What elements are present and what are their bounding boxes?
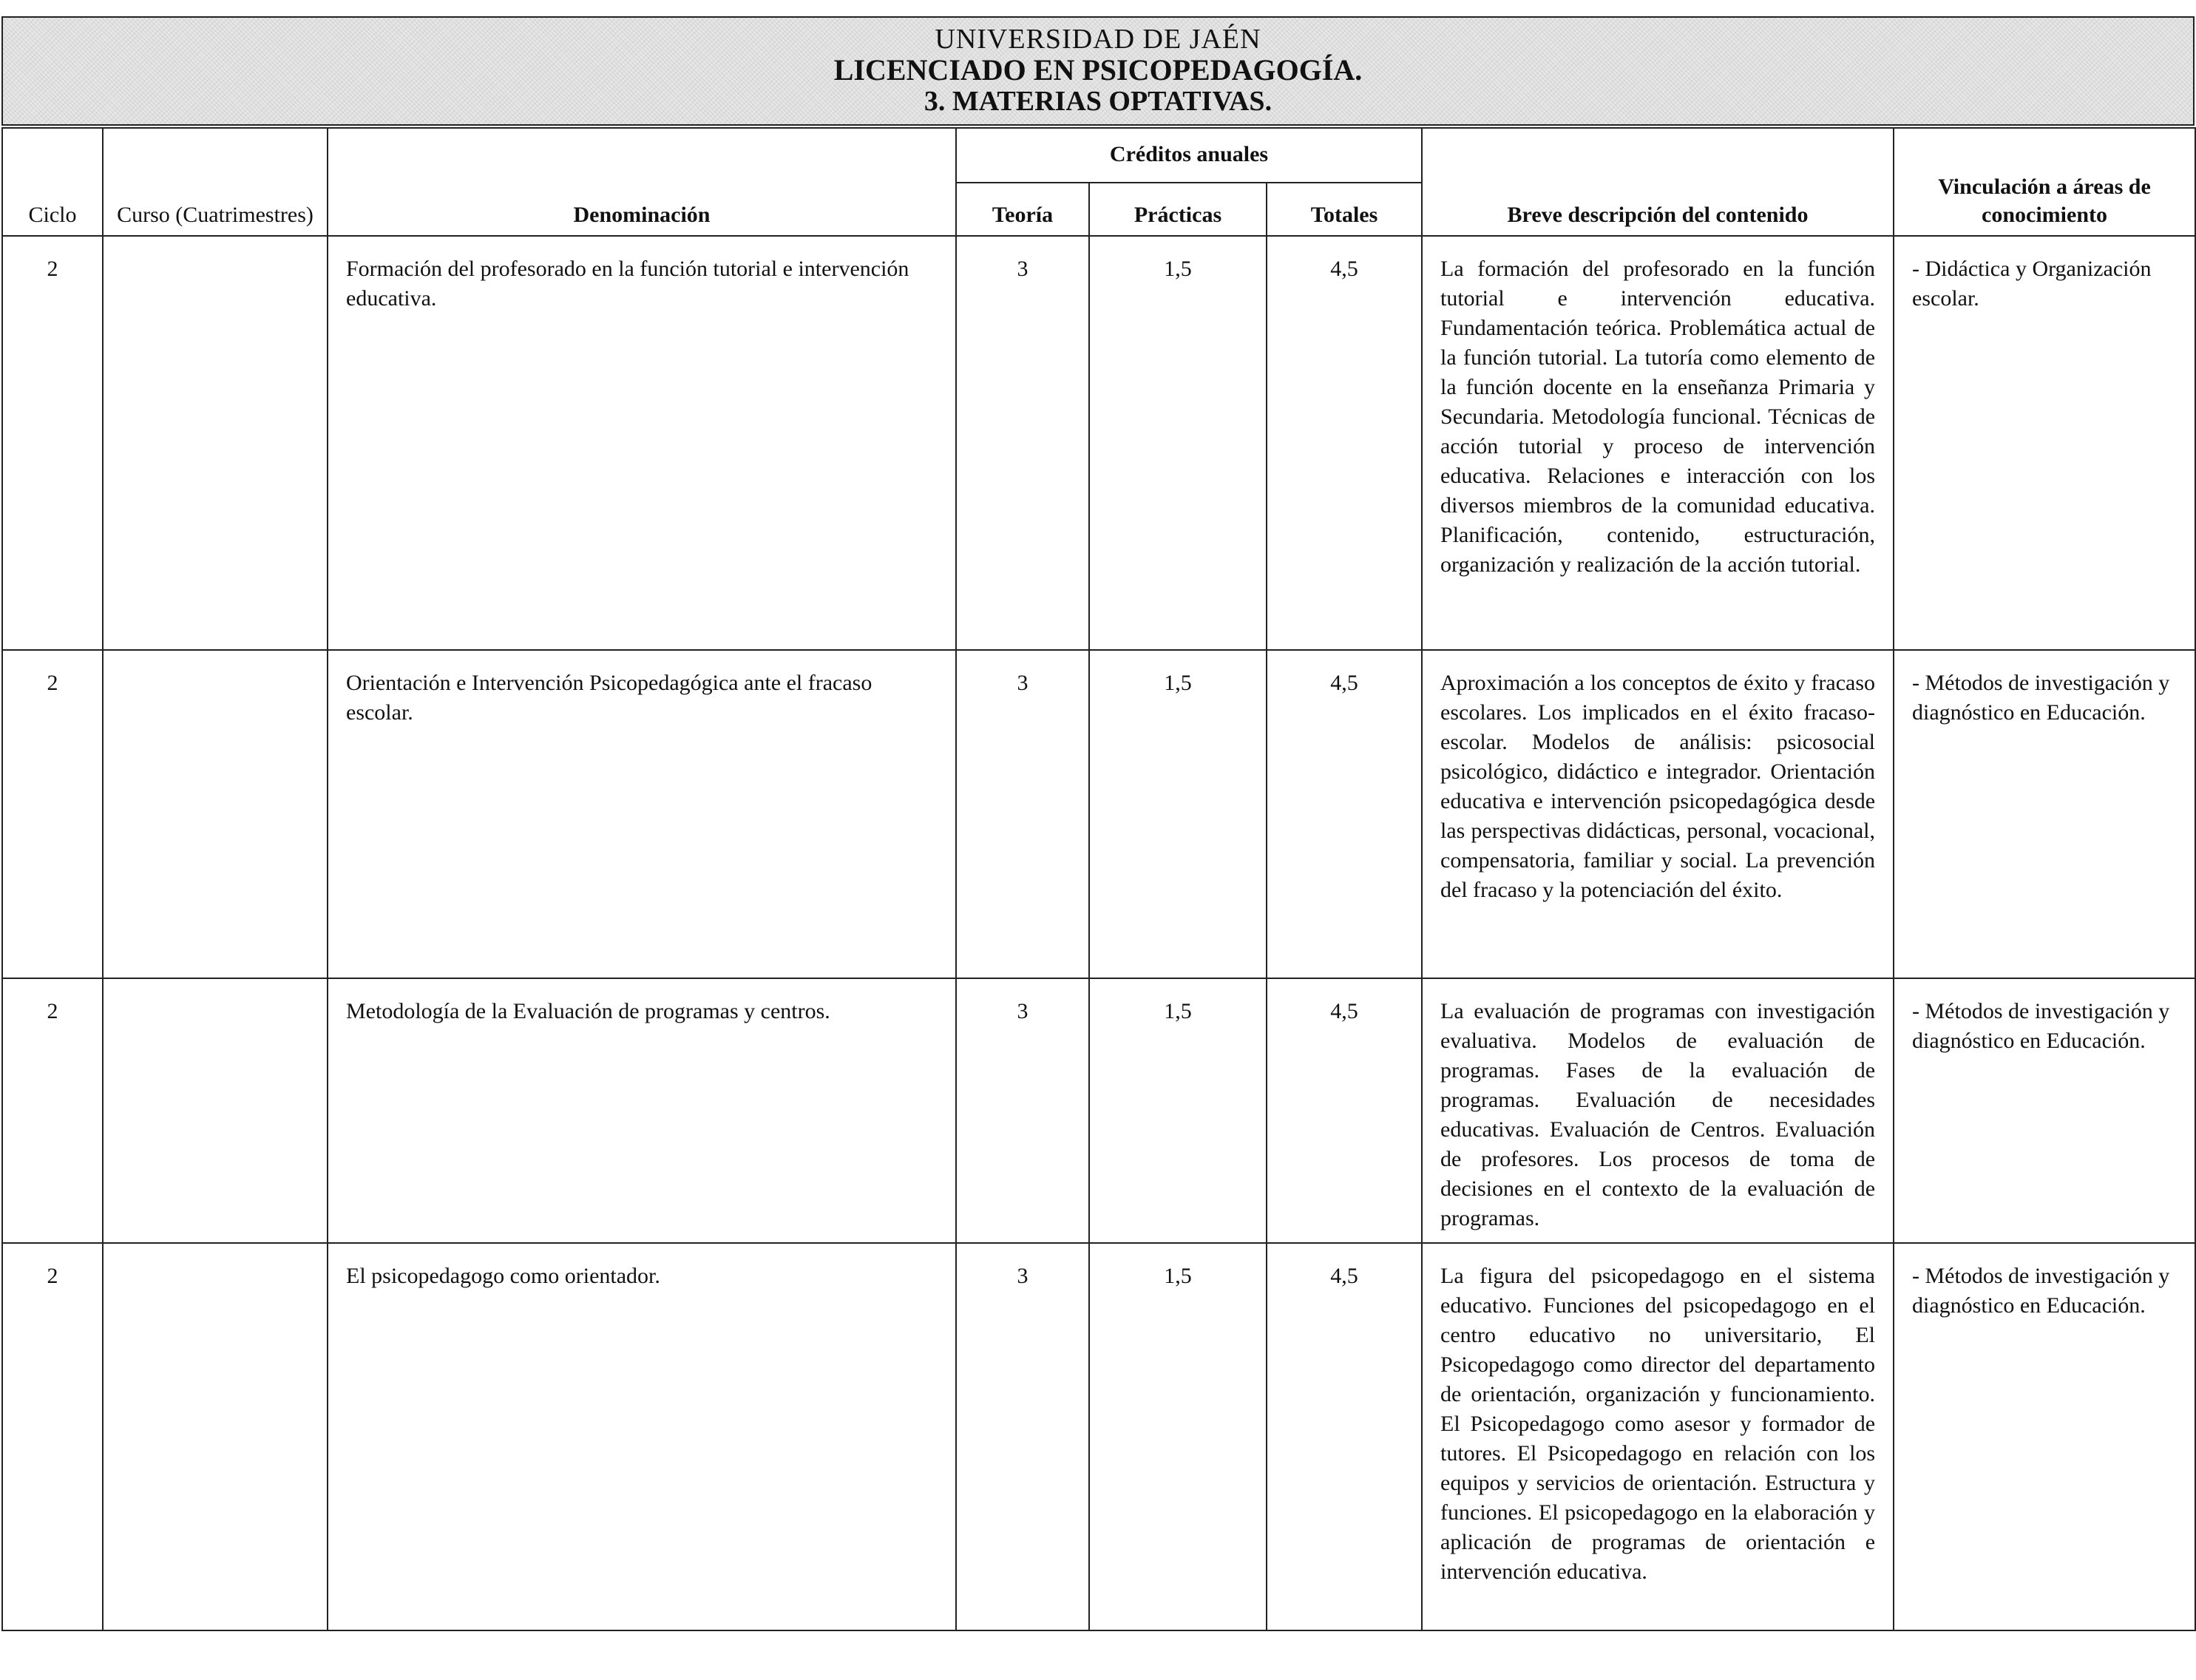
cell-totales: 4,5 bbox=[1267, 978, 1422, 1243]
cell-descripcion: Aproximación a los conceptos de éxito y fracaso escolares. Los implicados en el éxito fracaso-escolar. Modelos de análisis: psicosocial psicológico, didáctico e integrador. Orientación educativa e intervención psicopedagógica desde las perspectivas didácticas, personal, vocacional, compensatoria, familiar y social. La prevención del fracaso y la potenciación del éxito. bbox=[1422, 650, 1894, 978]
col-header-denominacion: Denominación bbox=[328, 128, 956, 236]
cell-ciclo: 2 bbox=[2, 978, 103, 1243]
col-header-descripcion: Breve descripción del contenido bbox=[1422, 128, 1894, 236]
table-row bbox=[2, 1243, 2195, 1630]
cell-teoria: 3 bbox=[956, 1243, 1089, 1630]
cell-totales: 4,5 bbox=[1267, 236, 1422, 650]
cell-curso bbox=[103, 978, 328, 1243]
cell-denominacion: Formación del profesorado en la función tutorial e intervención educativa. bbox=[328, 236, 956, 650]
cell-denominacion: Metodología de la Evaluación de programas y centros. bbox=[328, 978, 956, 1243]
cell-descripcion: La evaluación de programas con investigación evaluativa. Modelos de evaluación de programas. Fases de la evaluación de programas. Evaluación de necesidades educativas. Evaluación de Centros. Evaluación de profesores. Los procesos de toma de decisiones en el contexto de la evaluación de programas. bbox=[1422, 978, 1894, 1243]
cell-curso bbox=[103, 236, 328, 650]
degree-title: LICENCIADO EN PSICOPEDAGOGÍA. bbox=[833, 53, 1363, 87]
cell-descripcion: La figura del psicopedagogo en el sistema educativo. Funciones del psicopedagogo en el centro educativo no universitario, El Psicopedagogo como director del departamento de orientación, organización y funcionamiento. El Psicopedagogo como asesor y formador de tutores. El Psicopedagogo en relación con los equipos y servicios de orientación. Estructura y funciones. El psicopedagogo en la elaboración y aplicación de programas de orientación e intervención educativa. bbox=[1422, 1243, 1894, 1630]
cell-ciclo: 2 bbox=[2, 236, 103, 650]
table-row bbox=[2, 236, 2195, 650]
col-header-teoria: Teoría bbox=[956, 183, 1089, 236]
cell-vinculacion: - Métodos de investigación y diagnóstico en Educación. bbox=[1894, 1243, 2195, 1630]
cell-denominacion: El psicopedagogo como orientador. bbox=[328, 1243, 956, 1630]
cell-teoria: 3 bbox=[956, 650, 1089, 978]
section-title: 3. MATERIAS OPTATIVAS. bbox=[924, 86, 1272, 117]
document-header bbox=[1, 16, 2195, 126]
table-row bbox=[2, 650, 2195, 978]
cell-teoria: 3 bbox=[956, 978, 1089, 1243]
university-name: UNIVERSIDAD DE JAÉN bbox=[935, 24, 1261, 55]
cell-practicas: 1,5 bbox=[1089, 236, 1267, 650]
cell-ciclo: 2 bbox=[2, 650, 103, 978]
cell-practicas: 1,5 bbox=[1089, 978, 1267, 1243]
cell-descripcion: La formación del profesorado en la función tutorial e intervención educativa. Fundamentación teórica. Problemática actual de la función tutorial. La tutoría como elemento de la función docente en la enseñanza Primaria y Secundaria. Metodología funcional. Técnicas de acción tutorial y proceso de intervención educativa. Relaciones e interacción con los diversos miembros de la comunidad educativa. Planificación, contenido, estructuración, organización y realización de la acción tutorial. bbox=[1422, 236, 1894, 650]
subjects-table bbox=[1, 127, 2196, 1631]
cell-vinculacion: - Didáctica y Organización escolar. bbox=[1894, 236, 2195, 650]
cell-denominacion: Orientación e Intervención Psicopedagógica ante el fracaso escolar. bbox=[328, 650, 956, 978]
cell-totales: 4,5 bbox=[1267, 1243, 1422, 1630]
cell-vinculacion: - Métodos de investigación y diagnóstico en Educación. bbox=[1894, 978, 2195, 1243]
col-header-creditos: Créditos anuales bbox=[956, 128, 1422, 183]
cell-teoria: 3 bbox=[956, 236, 1089, 650]
cell-curso bbox=[103, 1243, 328, 1630]
cell-totales: 4,5 bbox=[1267, 650, 1422, 978]
col-header-curso: Curso (Cuatrimestres) bbox=[103, 128, 328, 236]
col-header-totales: Totales bbox=[1267, 183, 1422, 236]
col-header-ciclo: Ciclo bbox=[2, 128, 103, 236]
table-row bbox=[2, 978, 2195, 1243]
cell-curso bbox=[103, 650, 328, 978]
cell-ciclo: 2 bbox=[2, 1243, 103, 1630]
cell-vinculacion: - Métodos de investigación y diagnóstico en Educación. bbox=[1894, 650, 2195, 978]
col-header-vinculacion: Vinculación a áreas de conocimiento bbox=[1894, 128, 2195, 236]
col-header-practicas: Prácticas bbox=[1089, 183, 1267, 236]
cell-practicas: 1,5 bbox=[1089, 1243, 1267, 1630]
cell-practicas: 1,5 bbox=[1089, 650, 1267, 978]
